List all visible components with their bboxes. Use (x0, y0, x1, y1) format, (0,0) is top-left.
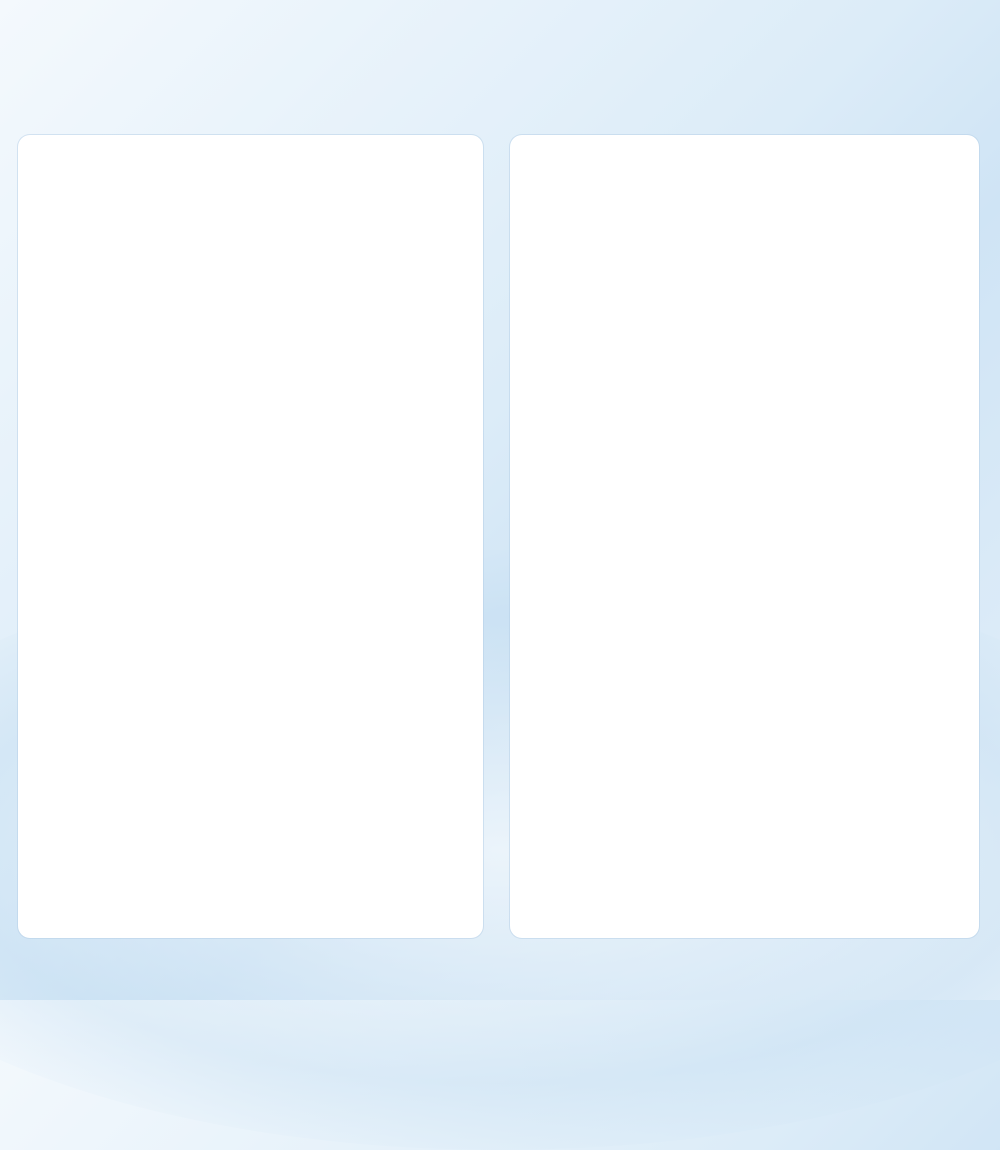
nutrition-table-left (18, 135, 483, 938)
nutrition-table-right (510, 135, 979, 938)
